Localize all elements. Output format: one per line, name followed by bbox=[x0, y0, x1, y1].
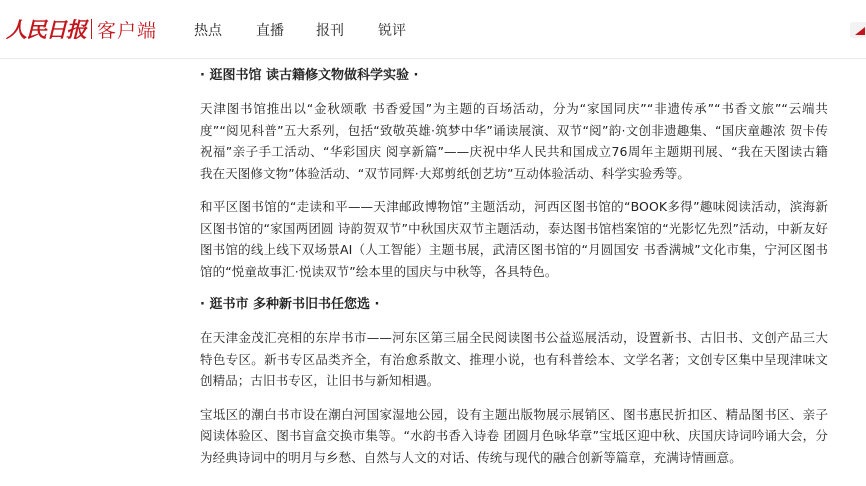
section-heading-library: · 逛图书馆 读古籍修文物做科学实验 · bbox=[200, 68, 419, 83]
article-body bbox=[200, 62, 828, 480]
section-heading-book-fair: · 逛书市 多种新书旧书任您选 · bbox=[200, 297, 380, 312]
nav-item-newspaper[interactable]: 报刊 bbox=[316, 23, 344, 39]
app-icon bbox=[854, 26, 866, 36]
paragraph-district-libraries: 和平区图书馆的“走读和平——天津邮政博物馆”主题活动，河西区图书馆的“BOOK多得”趣味阅读活动，滨海新区图书馆的“家国两团圆 诗韵贺双节”中秋国庆双节主题活动，泰达图书馆档案馆的“光影忆先烈”活动，中新友好图书馆的线上线下双场景AI（人工智能）主题书展，武清区图书馆的“月圆国安 书香满城”文化市集，宁河区图书馆的“悦童故事汇·悦读双节”绘本里的国庆与中秋等，各具特色。 bbox=[200, 199, 828, 279]
logo-divider bbox=[91, 19, 92, 39]
paragraph-chaobai-book-fair: 宝坻区的潮白书市设在潮白河国家湿地公园，设有主题出版物展示展销区、图书惠民折扣区、精品图书区、亲子阅读体验区、图书盲盒交换市集等。“水韵书香入诗卷 团圆月色咏华章”宝坻区迎中秋、庆国庆诗词吟诵大会，分为经典诗词中的明月与乡愁、自然与人文的对话、传统与现代的融合创新等篇章，充满诗情画意。 bbox=[200, 406, 828, 465]
top-navigation-bar bbox=[0, 0, 866, 59]
nav-item-live[interactable]: 直播 bbox=[256, 23, 284, 39]
app-icon-button[interactable] bbox=[850, 22, 866, 38]
logo-subtitle: 客户端 bbox=[97, 19, 158, 42]
site-logo[interactable] bbox=[6, 14, 157, 44]
logo-wordmark: 人民日报 bbox=[6, 17, 86, 42]
nav-item-hot[interactable]: 热点 bbox=[194, 23, 222, 39]
main-nav bbox=[194, 20, 440, 40]
paragraph-east-bank-book-fair: 在天津金茂汇亮相的东岸书市——河东区第三届全民阅读图书公益巡展活动，设置新书、古旧书、文创产品三大特色专区。新书专区品类齐全，有治愈系散文、推理小说，也有科普绘本、文学名著；文创专区集中呈现津味文创精品；古旧书专区，让旧书与新知相遇。 bbox=[200, 330, 828, 388]
paragraph-tianjin-library: 天津图书馆推出以“金秋颂歌 书香爱国”为主题的百场活动，分为“家国同庆”“非遗传承”“书香文旅”“云端共度”“阅见科普”五大系列，包括“致敬英雄·筑梦中华”诵读展演、双节“阅”韵·文创非遗趣集、“国庆童趣浓 贺卡传祝福”亲子手工活动、“华彩国庆 阅享新篇”——庆祝中华人民共和国成立76周年主题期刊展、“我在天图读古籍 我在天图修文物”体验活动、“双节同辉·大郑剪纸创艺坊”互动体验活动、科学实验秀等。 bbox=[200, 101, 828, 181]
nav-item-commentary[interactable]: 锐评 bbox=[378, 23, 406, 39]
